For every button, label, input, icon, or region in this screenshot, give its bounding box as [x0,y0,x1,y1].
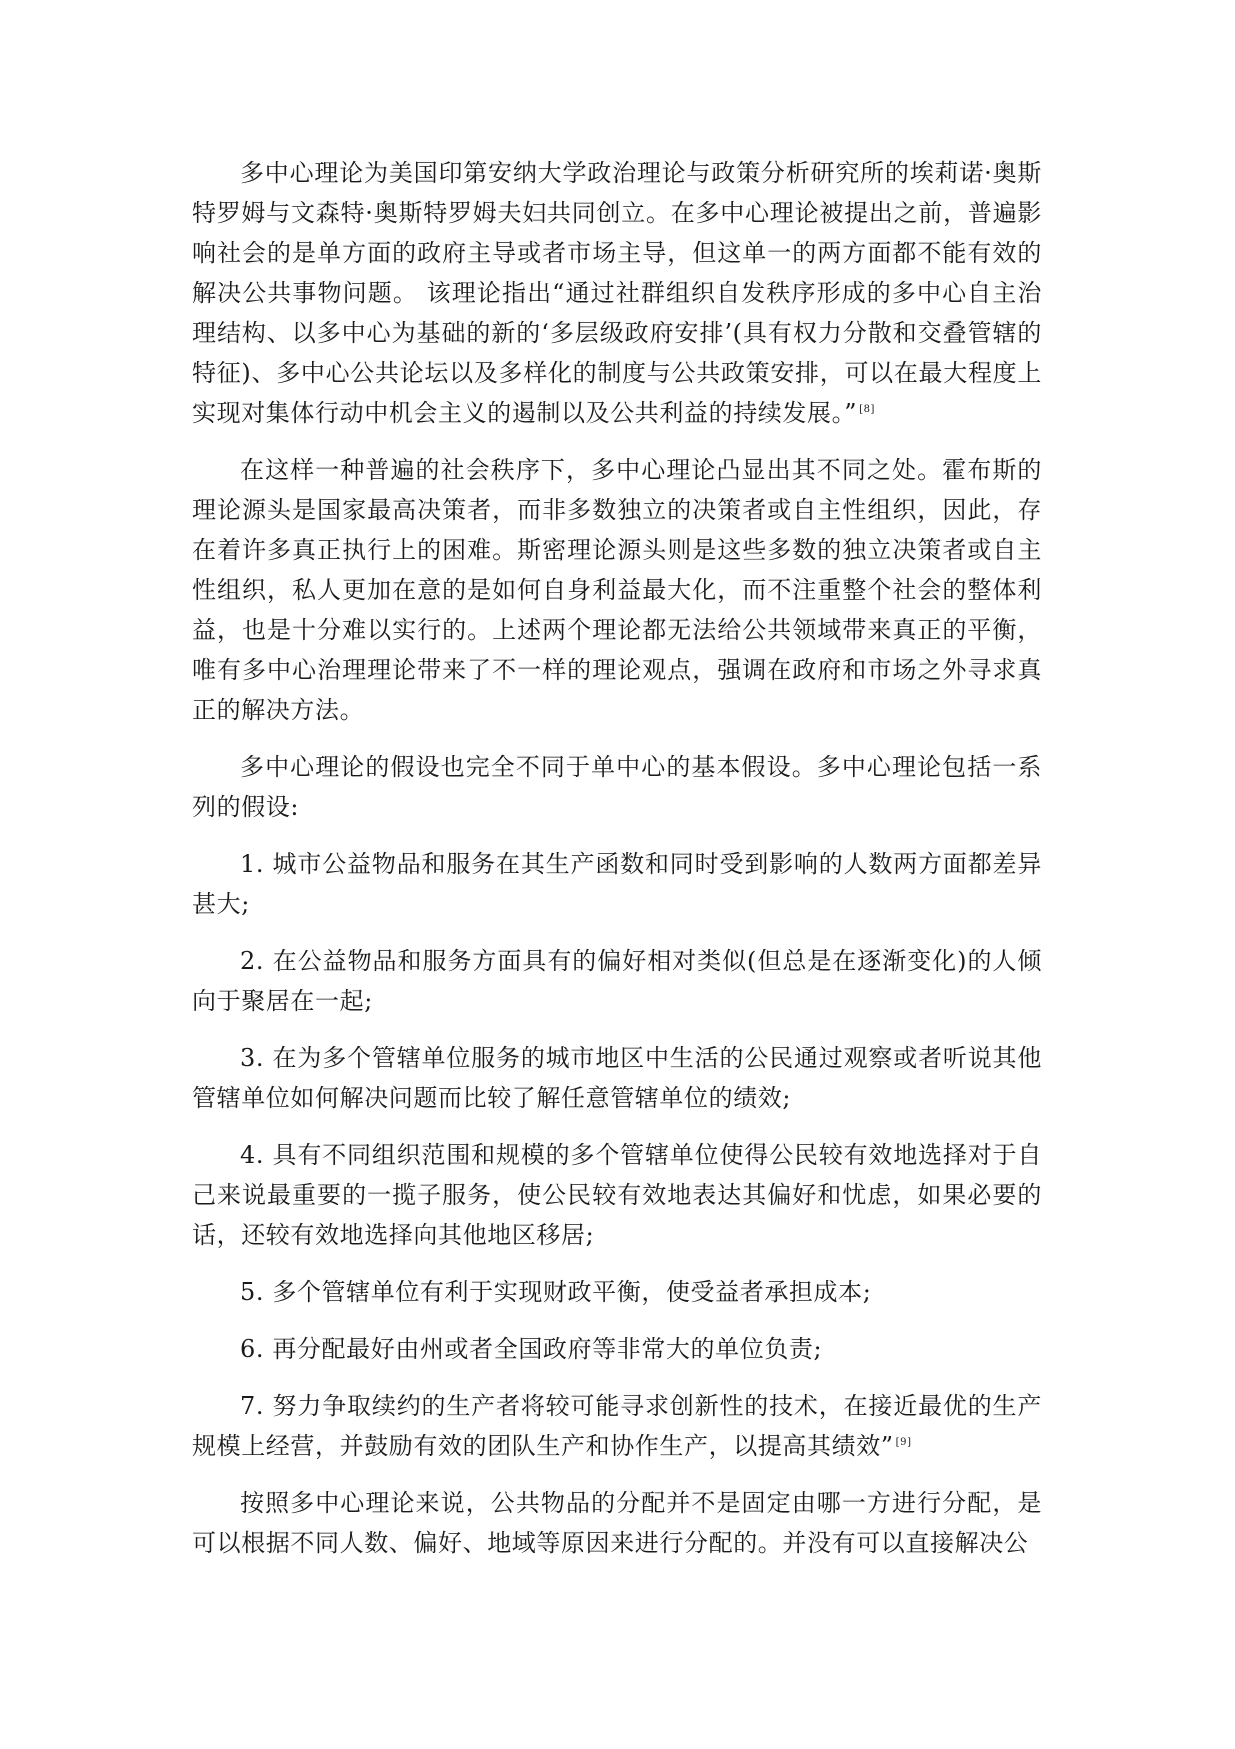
paragraph-text: 在这样一种普遍的社会秩序下，多中心理论凸显出其不同之处。霍布斯的理论源头是国家最高决策者，而非多数独立的决策者或自主性组织，因此，存在着许多真正执行上的困难。斯密理论源头则是这些多数的独立决策者或自主性组织，私人更加在意的是如何自身利益最大化，而不注重整个社会的整体利益，也是十分难以实行的。上述两个理论都无法给公共领域带来真正的平衡，唯有多中心治理理论带来了不一样的理论观点，强调在政府和市场之外寻求真正的解决方法。 [192,456,1042,724]
assumption-text: 7. 努力争取续约的生产者将较可能寻求创新性的技术，在接近最优的生产规模上经营，并鼓励有效的团队生产和协作生产，以提高其绩效” [192,1392,1042,1460]
assumption-item [192,1329,1042,1369]
assumption-text: 1. 城市公益物品和服务在其生产函数和同时受到影响的人数两方面都差异甚大; [192,850,1042,918]
assumption-text: 5. 多个管辖单位有利于实现财政平衡，使受益者承担成本; [240,1278,872,1306]
body-paragraph [192,153,1042,433]
assumption-text: 6. 再分配最好由州或者全国政府等非常大的单位负责; [240,1335,823,1363]
paragraph-text: 多中心理论为美国印第安纳大学政治理论与政策分析研究所的埃莉诺·奥斯特罗姆与文森特·奥斯特罗姆夫妇共同创立。在多中心理论被提出之前，普遍影响社会的是单方面的政府主导或者市场主导，但这单一的两方面都不能有效的解决公共事物问题。 该理论指出“通过社群组织自发秩序形成的多中心自主治理结构、以多中心为基础的新的‘多层级政府安排’(具有权力分散和交叠管辖的特征)、多中心公共论坛以及多样化的制度与公共政策安排，可以在最大程度上实现对集体行动中机会主义的遏制以及公共利益的持续发展。” [192,159,1042,427]
paragraph-text: 多中心理论的假设也完全不同于单中心的基本假设。多中心理论包括一系列的假设: [192,753,1042,821]
assumption-text: 2. 在公益物品和服务方面具有的偏好相对类似(但总是在逐渐变化)的人倾向于聚居在一起; [192,947,1042,1015]
assumption-item [192,1135,1042,1255]
body-paragraph [192,450,1042,730]
assumption-item [192,1038,1042,1118]
assumption-text: 3. 在为多个管辖单位服务的城市地区中生活的公民通过观察或者听说其他管辖单位如何解决问题而比较了解任意管辖单位的绩效; [192,1044,1042,1112]
assumption-item [192,941,1042,1021]
assumption-item [192,1272,1042,1312]
paragraph-text: 按照多中心理论来说，公共物品的分配并不是固定由哪一方进行分配，是可以根据不同人数、偏好、地域等原因来进行分配的。并没有可以直接解决公 [192,1489,1042,1557]
body-paragraph [192,747,1042,827]
citation-marker: [9] [895,1437,912,1448]
assumption-text: 4. 具有不同组织范围和规模的多个管辖单位使得公民较有效地选择对于自己来说最重要的一揽子服务，使公民较有效地表达其偏好和忧虑，如果必要的话，还较有效地选择向其他地区移居; [192,1141,1042,1249]
citation-marker: [8] [859,404,876,415]
assumption-item [192,844,1042,924]
closing-paragraph [192,1483,1042,1563]
assumption-item [192,1386,1042,1466]
